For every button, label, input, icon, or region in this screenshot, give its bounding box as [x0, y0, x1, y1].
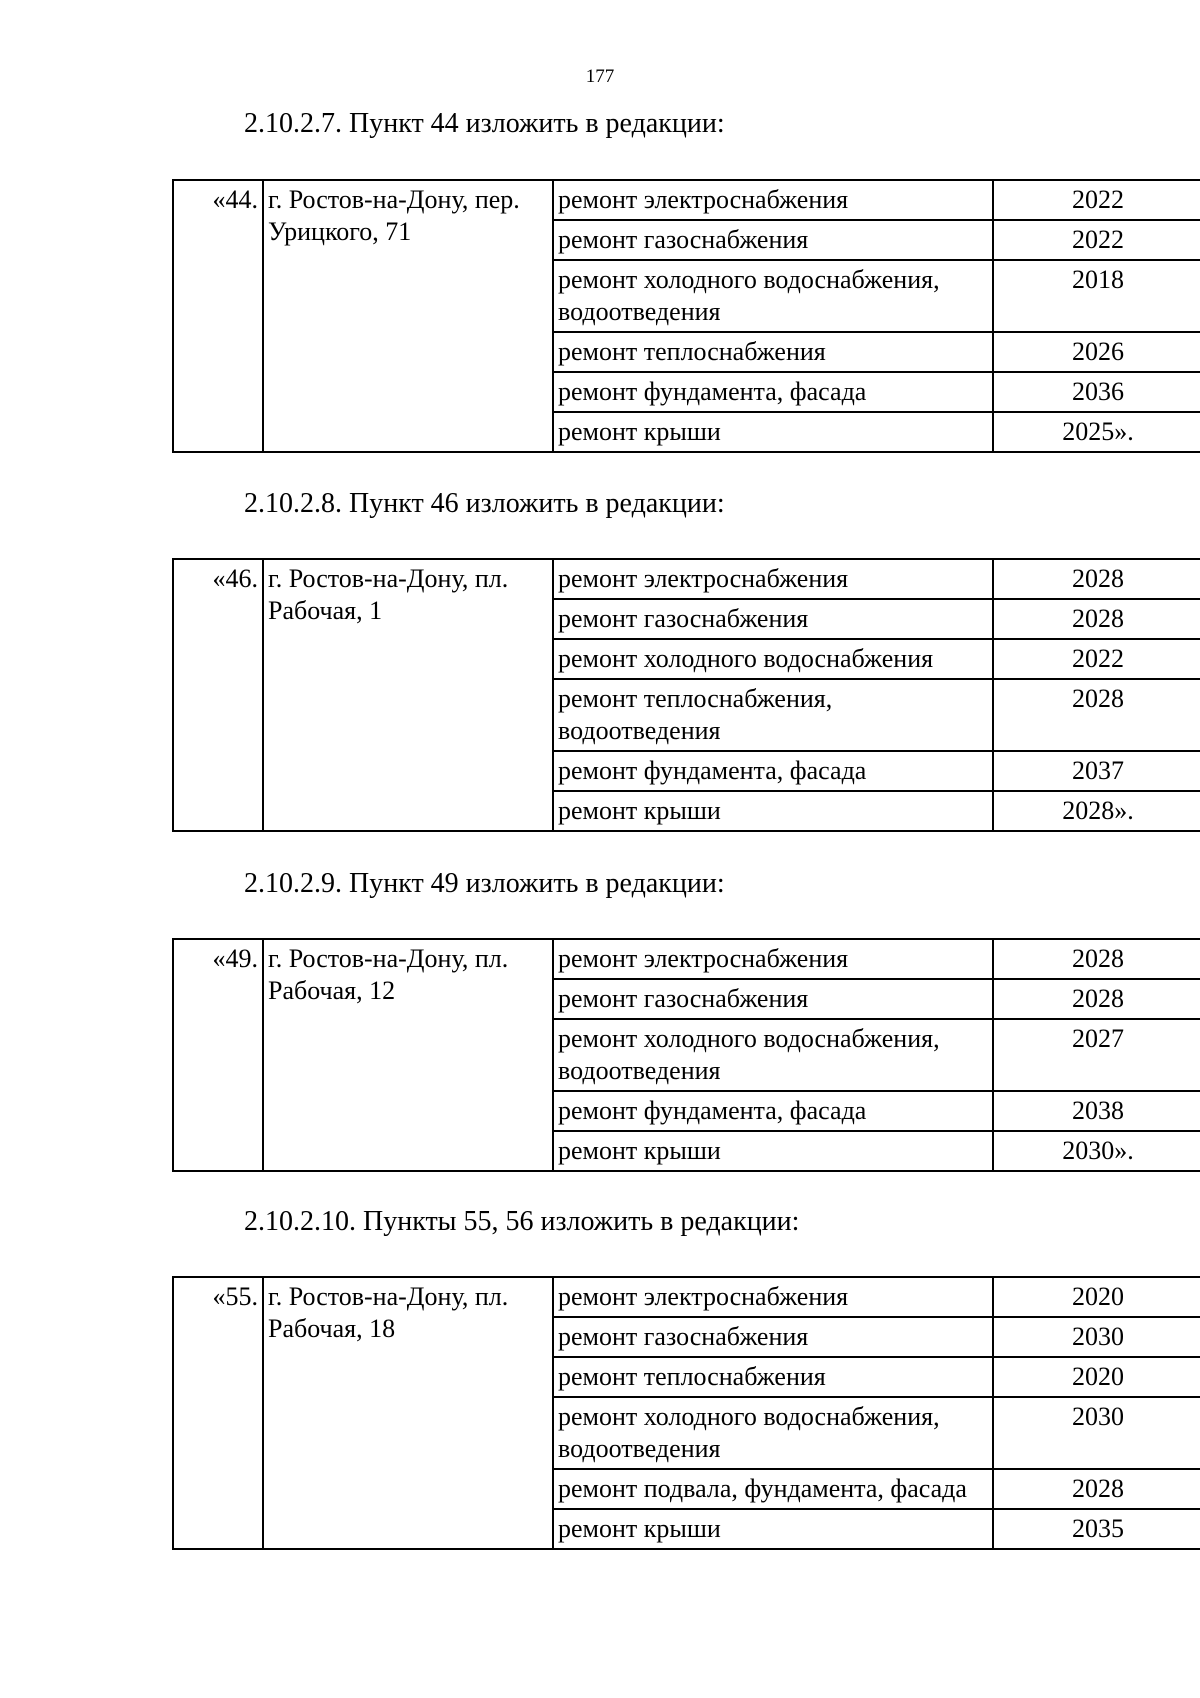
- table-row: [173, 559, 1200, 599]
- section-heading: 2.10.2.10. Пункты 55, 56 изложить в редакции:: [244, 1206, 800, 1237]
- year-cell: 2028: [993, 599, 1200, 639]
- year-cell: 2038: [993, 1091, 1200, 1131]
- work-cell: ремонт холодного водоснабжения, водоотведения: [553, 1397, 993, 1469]
- year-cell: 2028: [993, 679, 1200, 751]
- year-cell: 2028: [993, 939, 1200, 979]
- year-cell: 2030: [993, 1397, 1200, 1469]
- year-cell: 2028: [993, 979, 1200, 1019]
- work-cell: ремонт крыши: [553, 412, 993, 452]
- year-cell: 2028: [993, 1469, 1200, 1509]
- work-cell: ремонт теплоснабжения, водоотведения: [553, 679, 993, 751]
- section-heading: 2.10.2.7. Пункт 44 изложить в редакции:: [244, 108, 725, 139]
- year-cell: 2035: [993, 1509, 1200, 1549]
- item-number: «46.: [173, 559, 263, 831]
- year-cell: 2028: [993, 559, 1200, 599]
- year-cell: 2028».: [993, 791, 1200, 831]
- repair-table: [172, 558, 1200, 832]
- work-cell: ремонт подвала, фундамента, фасада: [553, 1469, 993, 1509]
- repair-table: [172, 1276, 1200, 1550]
- work-cell: ремонт электроснабжения: [553, 1277, 993, 1317]
- work-cell: ремонт крыши: [553, 791, 993, 831]
- item-number: «55.: [173, 1277, 263, 1549]
- year-cell: 2018: [993, 260, 1200, 332]
- year-cell: 2020: [993, 1357, 1200, 1397]
- address-cell: г. Ростов-на-Дону, пл. Рабочая, 12: [263, 939, 553, 1171]
- table-row: [173, 180, 1200, 220]
- work-cell: ремонт холодного водоснабжения, водоотведения: [553, 260, 993, 332]
- work-cell: ремонт теплоснабжения: [553, 1357, 993, 1397]
- work-cell: ремонт холодного водоснабжения: [553, 639, 993, 679]
- work-cell: ремонт теплоснабжения: [553, 332, 993, 372]
- year-cell: 2030».: [993, 1131, 1200, 1171]
- year-cell: 2037: [993, 751, 1200, 791]
- year-cell: 2020: [993, 1277, 1200, 1317]
- table-row: [173, 939, 1200, 979]
- address-cell: г. Ростов-на-Дону, пл. Рабочая, 18: [263, 1277, 553, 1549]
- year-cell: 2026: [993, 332, 1200, 372]
- work-cell: ремонт фундамента, фасада: [553, 1091, 993, 1131]
- work-cell: ремонт холодного водоснабжения, водоотведения: [553, 1019, 993, 1091]
- table-row: [173, 1277, 1200, 1317]
- repair-table: [172, 938, 1200, 1172]
- year-cell: 2036: [993, 372, 1200, 412]
- address-cell: г. Ростов-на-Дону, пер. Урицкого, 71: [263, 180, 553, 452]
- work-cell: ремонт фундамента, фасада: [553, 751, 993, 791]
- year-cell: 2022: [993, 220, 1200, 260]
- year-cell: 2027: [993, 1019, 1200, 1091]
- work-cell: ремонт электроснабжения: [553, 939, 993, 979]
- work-cell: ремонт газоснабжения: [553, 979, 993, 1019]
- work-cell: ремонт газоснабжения: [553, 1317, 993, 1357]
- work-cell: ремонт электроснабжения: [553, 559, 993, 599]
- section-heading: 2.10.2.9. Пункт 49 изложить в редакции:: [244, 868, 725, 899]
- year-cell: 2025».: [993, 412, 1200, 452]
- repair-table: [172, 179, 1200, 453]
- address-cell: г. Ростов-на-Дону, пл. Рабочая, 1: [263, 559, 553, 831]
- work-cell: ремонт газоснабжения: [553, 220, 993, 260]
- year-cell: 2030: [993, 1317, 1200, 1357]
- work-cell: ремонт газоснабжения: [553, 599, 993, 639]
- year-cell: 2022: [993, 180, 1200, 220]
- work-cell: ремонт электроснабжения: [553, 180, 993, 220]
- work-cell: ремонт крыши: [553, 1131, 993, 1171]
- page-number: 177: [585, 66, 615, 87]
- year-cell: 2022: [993, 639, 1200, 679]
- section-heading: 2.10.2.8. Пункт 46 изложить в редакции:: [244, 488, 725, 519]
- work-cell: ремонт крыши: [553, 1509, 993, 1549]
- item-number: «44.: [173, 180, 263, 452]
- work-cell: ремонт фундамента, фасада: [553, 372, 993, 412]
- item-number: «49.: [173, 939, 263, 1171]
